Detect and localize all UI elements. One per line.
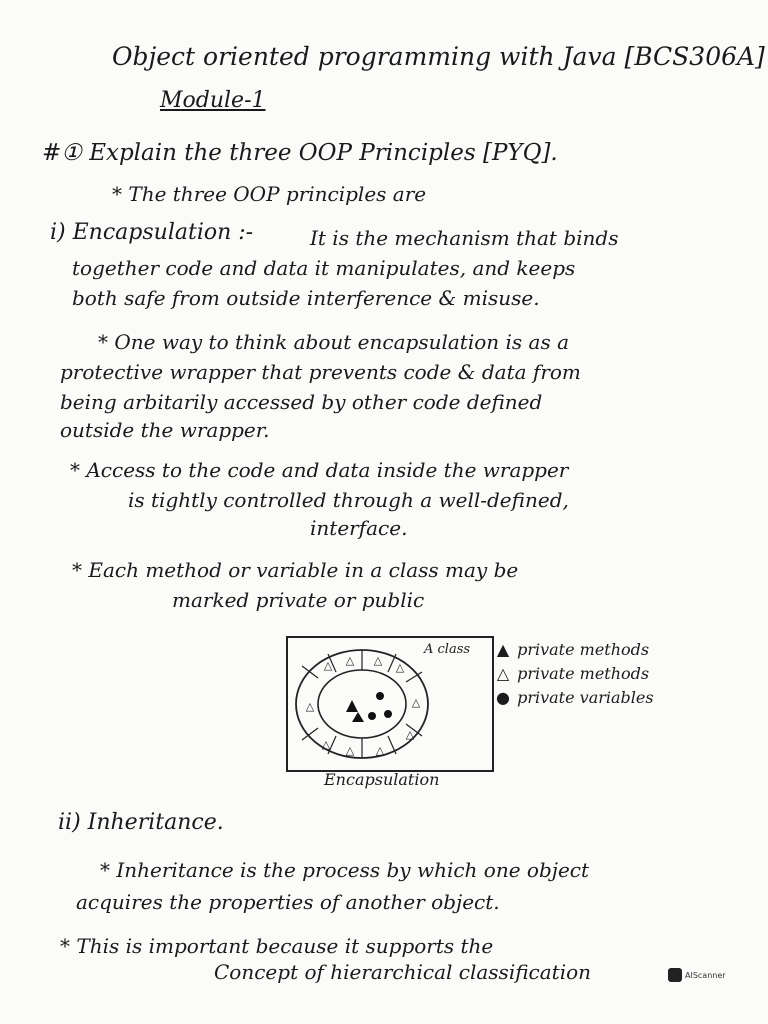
question-heading: #① Explain the three OOP Principles [PYQ]. [42,140,558,166]
legend-label: private variables [517,688,654,707]
page-title: Object oriented programming with Java [BCS306A] [112,42,765,71]
encapsulation-point: is tightly controlled through a well-defined, [128,488,569,512]
legend-label: private methods [517,640,650,659]
svg-text:△: △ [321,738,331,751]
svg-text:△: △ [411,696,421,709]
legend-item [494,664,649,683]
encapsulation-point: being arbitarily accessed by other code defined [60,390,543,414]
encapsulation-line: It is the mechanism that binds [310,226,619,250]
svg-text:△: △ [323,659,333,672]
inheritance-point: * This is important because it supports the [60,934,494,958]
legend-item [494,640,649,659]
diagram-class-label: A class [424,642,471,657]
svg-text:△: △ [405,728,415,741]
filled-dot-icon: ● [496,688,510,707]
svg-text:△: △ [375,744,385,757]
class-diagram-drawing [288,638,492,770]
legend-item [494,688,654,707]
encapsulation-point: marked private or public [172,588,425,612]
svg-text:△: △ [373,654,383,667]
scanner-logo-icon [668,968,682,982]
inheritance-heading: ii) Inheritance. [58,810,224,835]
encapsulation-point: outside the wrapper. [60,418,270,442]
svg-text:△: △ [305,700,315,713]
diagram-caption: Encapsulation [324,770,440,789]
inheritance-point: Concept of hierarchical classification [214,960,592,984]
scanner-watermark [668,968,726,982]
encapsulation-point: * Each method or variable in a class may be [72,558,519,582]
encapsulation-line: together code and data it manipulates, and keeps [72,256,576,280]
svg-text:△: △ [395,661,405,674]
legend-label: private methods [517,664,650,683]
encapsulation-point: * Access to the code and data inside the wrapper [70,458,569,482]
encapsulation-heading: i) Encapsulation :- [50,220,254,245]
filled-triangle-icon: ▲ [496,640,510,659]
svg-text:△: △ [345,744,355,757]
module-label: Module-1 [160,88,266,113]
watermark-label: AIScanner [685,970,726,980]
encapsulation-point: protective wrapper that prevents code & data from [60,360,581,384]
inheritance-point: acquires the properties of another object. [76,890,500,914]
question-intro: * The three OOP principles are [112,182,427,206]
inheritance-point: * Inheritance is the process by which one object [100,858,590,882]
outline-triangle-icon: △ [496,664,510,683]
encapsulation-point: interface. [310,516,408,540]
encapsulation-line: both safe from outside interference & misuse. [72,286,540,310]
svg-text:△: △ [345,654,355,667]
encapsulation-point: * One way to think about encapsulation is as a [98,330,569,354]
